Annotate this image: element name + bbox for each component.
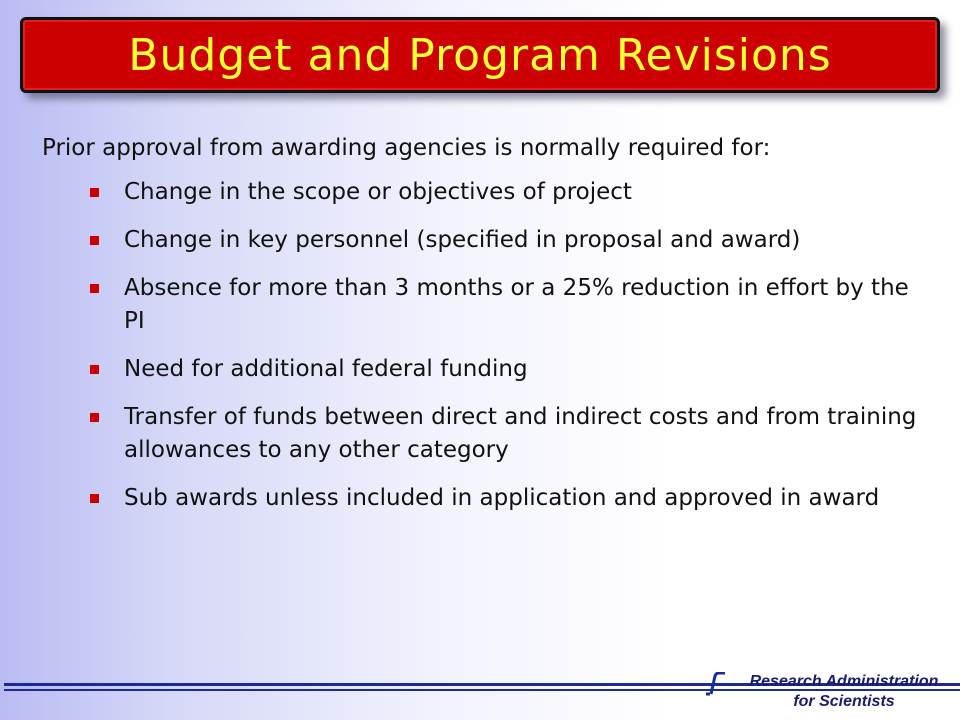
slide-title: Budget and Program Revisions (128, 29, 832, 81)
square-bullet-icon (90, 188, 99, 197)
bullet-text: Transfer of funds between direct and indirect costs and from training allowances to any other category (124, 404, 917, 463)
square-bullet-icon (90, 284, 99, 293)
footer-line-2: for Scientists (793, 693, 895, 710)
square-bullet-icon (90, 365, 99, 374)
bullet-text: Change in the scope or objectives of project (124, 179, 632, 205)
bullet-text: Change in key personnel (specified in proposal and award) (124, 227, 801, 253)
slide-body (42, 130, 932, 530)
bullet-text: Sub awards unless included in application and approved in award (124, 485, 880, 511)
bullet-list (42, 176, 932, 515)
footer-caption (730, 672, 958, 712)
bullet-item (42, 401, 932, 467)
square-bullet-icon (90, 236, 99, 245)
bullet-text: Need for additional federal funding (124, 356, 528, 382)
title-banner (20, 17, 940, 93)
square-bullet-icon (90, 413, 99, 422)
footer-line-1: Research Administration (749, 673, 939, 690)
bullet-text: Absence for more than 3 months or a 25% reduction in effort by the PI (124, 275, 909, 334)
bullet-item (42, 482, 932, 515)
bullet-item (42, 353, 932, 386)
bullet-item (42, 176, 932, 209)
bullet-item (42, 272, 932, 338)
logo-icon (705, 672, 727, 696)
bullet-item (42, 224, 932, 257)
intro-text: Prior approval from awarding agencies is normally required for: (42, 135, 771, 161)
square-bullet-icon (90, 494, 99, 503)
